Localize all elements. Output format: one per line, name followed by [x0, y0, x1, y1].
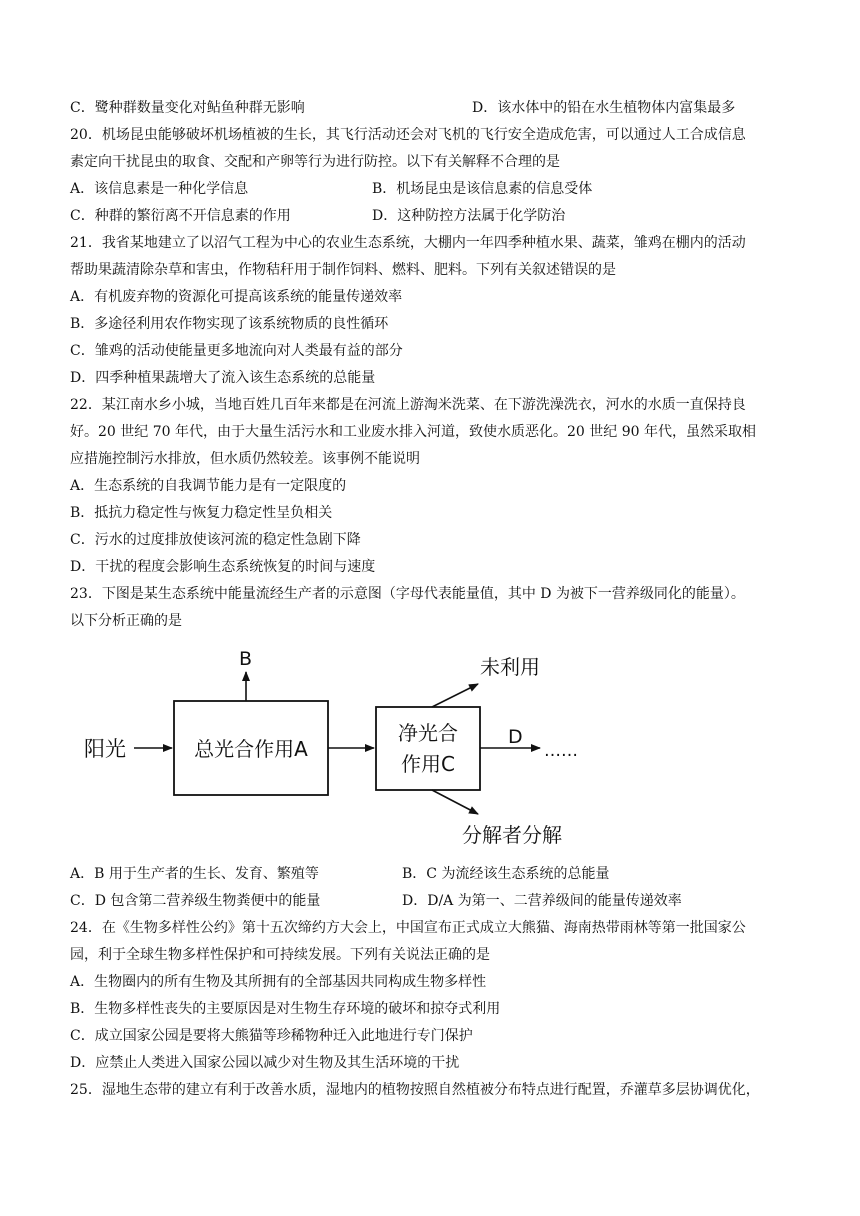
- q21-stem-line1: 21．我省某地建立了以沼气工程为中心的农业生态系统，大棚内一年四季种植水果、蔬菜，雏鸡在棚内的活动: [70, 235, 746, 251]
- b-label: B: [239, 648, 253, 670]
- q23-option-b: B．C 为流经该生态系统的总能量: [402, 866, 610, 882]
- q24-stem-line2: 园，利于全球生物多样性保护和可持续发展。下列有关说法正确的是: [70, 947, 490, 963]
- q23-option-a: A．B 用于生产者的生长、发育、繁殖等 B．C 为流经该生态系统的总能量: [70, 866, 610, 882]
- q23-stem-line2: 以下分析正确的是: [70, 613, 182, 629]
- unused-arrow: [432, 684, 478, 707]
- q21-option-a: A．有机废弃物的资源化可提高该系统的能量传递效率: [70, 289, 403, 305]
- net-photosynthesis-label-line1: 净光合: [398, 721, 458, 745]
- q24-option-b: B．生物多样性丧失的主要原因是对生物生存环境的破坏和掠夺式利用: [70, 1001, 501, 1017]
- d-label: D: [508, 726, 523, 748]
- sunlight-label: 阳光: [84, 737, 126, 761]
- q21-option-c: C．雏鸡的活动使能量更多地流向对人类最有益的部分: [70, 343, 403, 359]
- ellipsis-label: ……: [544, 741, 578, 761]
- q22-stem-line2: 好。20 世纪 70 年代，由于大量生活污水和工业废水排入河道，致使水质恶化。20 世纪 90 年代，虽然采取相: [70, 424, 756, 440]
- q20-stem-line1: 20．机场昆虫能够破坏机场植被的生长，其飞行活动还会对飞机的飞行安全造成危害，可以通过人工合成信息: [70, 127, 746, 143]
- gross-photosynthesis-label: 总光合作用A: [194, 737, 308, 761]
- energy-flow-diagram: [70, 640, 630, 852]
- q21-option-b: B．多途径利用农作物实现了该系统物质的良性循环: [70, 316, 389, 332]
- q19-option-d: D．该水体中的铅在水生植物体内富集最多: [472, 100, 736, 116]
- decomposer-arrow: [432, 790, 478, 814]
- q21-option-d: D．四季种植果蔬增大了流入该生态系统的总能量: [70, 370, 376, 386]
- q20-option-b: B．机场昆虫是该信息素的信息受体: [372, 181, 593, 197]
- q23-option-c: C．D 包含第二营养级生物粪便中的能量 D．D/A 为第一、二营养级间的能量传递效率: [70, 893, 682, 909]
- q20-option-c: C．种群的繁衍离不开信息素的作用 D．这种防控方法属于化学防治: [70, 208, 566, 224]
- unused-label: 未利用: [480, 655, 540, 679]
- q24-option-c: C．成立国家公园是要将大熊猫等珍稀物种迁入此地进行专门保护: [70, 1028, 473, 1044]
- q25-stem-line1: 25．湿地生态带的建立有利于改善水质，湿地内的植物按照自然植被分布特点进行配置，乔灌草多层协调优化，: [70, 1082, 760, 1098]
- q22-option-d: D．干扰的程度会影响生态系统恢复的时间与速度: [70, 559, 376, 575]
- q20-option-a: A．该信息素是一种化学信息 B．机场昆虫是该信息素的信息受体: [70, 181, 593, 197]
- q24-stem-line1: 24．在《生物多样性公约》第十五次缔约方大会上，中国宣布正式成立大熊猫、海南热带雨林等第一批国家公: [70, 920, 746, 936]
- q22-option-b: B．抵抗力稳定性与恢复力稳定性呈负相关: [70, 505, 333, 521]
- q22-stem-line3: 应措施控制污水排放，但水质仍然较差。该事例不能说明: [70, 451, 420, 467]
- q19-option-c: C．鹭种群数量变化对鲇鱼种群无影响 D．该水体中的铅在水生植物体内富集最多: [70, 100, 736, 116]
- q20-stem-line2: 素定向干扰昆虫的取食、交配和产卵等行为进行防控。以下有关解释不合理的是: [70, 154, 560, 170]
- q22-stem-line1: 22．某江南水乡小城，当地百姓几百年来都是在河流上游淘米洗菜、在下游洗澡洗衣，河水的水质一直保持良: [70, 397, 746, 413]
- q20-option-d: D．这种防控方法属于化学防治: [372, 208, 566, 224]
- q24-option-d: D．应禁止人类进入国家公园以减少对生物及其生活环境的干扰: [70, 1055, 460, 1071]
- q22-option-a: A．生态系统的自我调节能力是有一定限度的: [70, 478, 347, 494]
- q22-option-c: C．污水的过度排放使该河流的稳定性急剧下降: [70, 532, 361, 548]
- q21-stem-line2: 帮助果蔬清除杂草和害虫，作物秸秆用于制作饲料、燃料、肥料。下列有关叙述错误的是: [70, 262, 616, 278]
- net-photosynthesis-box: [376, 707, 480, 790]
- q23-option-d: D．D/A 为第一、二营养级间的能量传递效率: [402, 893, 682, 909]
- q24-option-a: A．生物圈内的所有生物及其所拥有的全部基因共同构成生物多样性: [70, 974, 487, 990]
- net-photosynthesis-label-line2: 作用C: [401, 752, 455, 776]
- q23-stem-line1: 23．下图是某生态系统中能量流经生产者的示意图（字母代表能量值，其中 D 为被下一营养级同化的能量）。: [70, 586, 745, 602]
- decomposer-label: 分解者分解: [462, 823, 562, 847]
